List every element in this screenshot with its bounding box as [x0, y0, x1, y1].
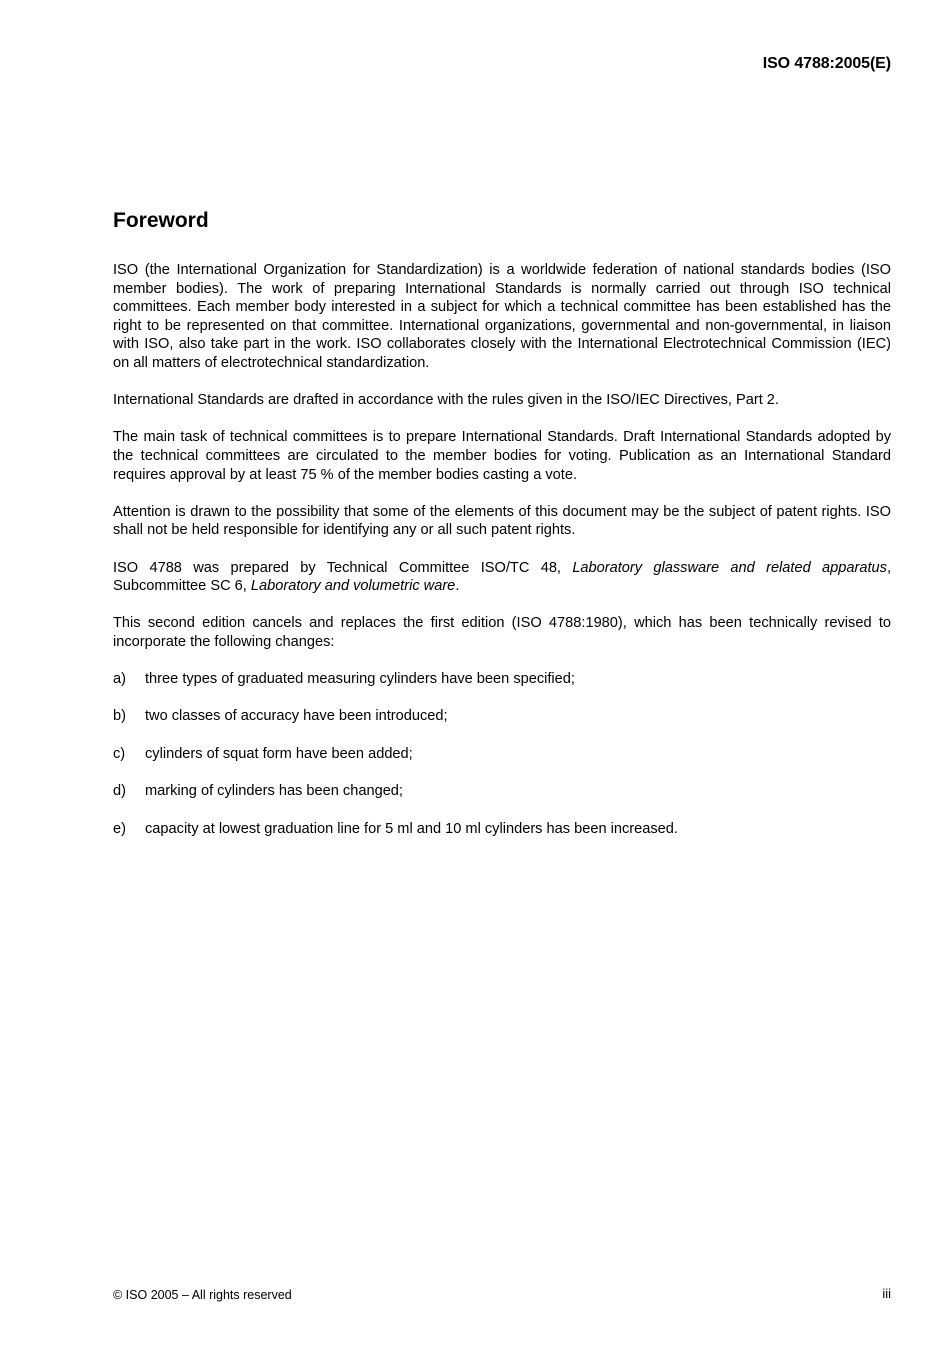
- list-marker: b): [113, 708, 126, 725]
- prepared-by-text-3: .: [455, 578, 460, 595]
- list-marker: d): [113, 783, 126, 800]
- list-item: [113, 820, 891, 839]
- foreword-section: [113, 206, 891, 857]
- paragraph-iso-intro: ISO (the International Organization for Standardization) is a worldwide federation of national standards bodies (ISO member bodies). The work of preparing International Standards is normally carried out through ISO technical committees. Each member body interested in a subject for which a technical committee has been established has the right to be represented on that committee. International organizations, governmental and non-governmental, in liaison with ISO, also take part in the work. ISO collaborates closely with the International Electrotechnical Commission (IEC) on all matters of electrotechnical standardization.: [113, 262, 891, 371]
- list-item: [113, 670, 891, 689]
- list-marker: e): [113, 820, 126, 837]
- list-item-text: capacity at lowest graduation line for 5 ml and 10 ml cylinders has been increased.: [145, 820, 678, 837]
- paragraph-prepared-by: [113, 559, 891, 596]
- paragraph-directives: International Standards are drafted in accordance with the rules given in the ISO/IEC Directives, Part 2.: [113, 392, 779, 409]
- list-item-text: two classes of accuracy have been introduced;: [145, 708, 448, 725]
- prepared-by-text-1: ISO 4788 was prepared by Technical Committee ISO/TC 48,: [113, 559, 573, 576]
- section-title: Foreword: [113, 209, 209, 232]
- changes-list: [113, 670, 891, 838]
- list-marker: a): [113, 671, 126, 688]
- paragraph-main-task: The main task of technical committees is to prepare International Standards. Draft International Standards adopted by the technical committees are circulated to the member bodies for voting. Publication as an International Standard requires approval by at least 75 % of the member bodies casting a vote.: [113, 429, 891, 483]
- subcommittee-title: Laboratory and volumetric ware: [250, 578, 456, 595]
- list-item-text: cylinders of squat form have been added;: [145, 745, 413, 762]
- list-item: [113, 745, 891, 764]
- list-item-text: three types of graduated measuring cylinders have been specified;: [145, 671, 575, 688]
- page-number: iii: [882, 1286, 891, 1301]
- document-id: ISO 4788:2005(E): [762, 55, 891, 72]
- prepared-by-text-2: , Subcommittee SC 6,: [113, 559, 891, 595]
- committee-title: Laboratory glassware and related apparatus: [572, 559, 887, 576]
- paragraph-edition: This second edition cancels and replaces the first edition (ISO 4788:1980), which has been technically revised to incorporate the following changes:: [113, 615, 891, 650]
- list-marker: c): [113, 745, 126, 762]
- list-item-text: marking of cylinders has been changed;: [145, 783, 403, 800]
- paragraph-patent-rights: Attention is drawn to the possibility that some of the elements of this document may be the subject of patent rights. ISO shall not be held responsible for identifying any or all such patent rights.: [113, 503, 891, 539]
- list-item: [113, 707, 891, 726]
- copyright-notice: © ISO 2005 – All rights reserved: [113, 1288, 292, 1302]
- list-item: [113, 782, 891, 801]
